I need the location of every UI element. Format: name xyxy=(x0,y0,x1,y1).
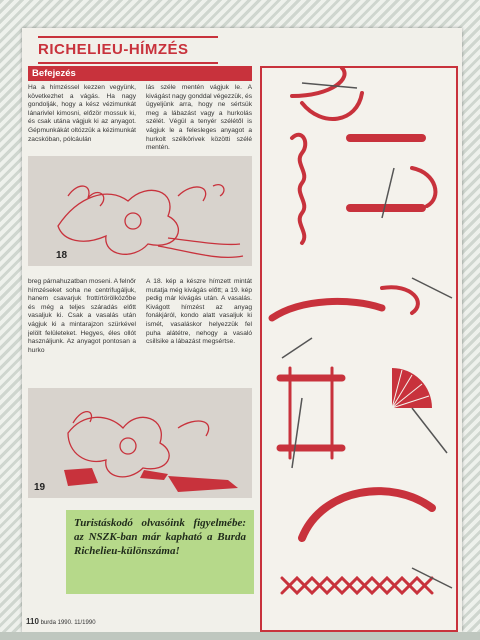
section-title: Befejezés xyxy=(32,68,76,79)
text-column-1-top: Ha a hímzéssel kezzen vegyünk, következhet a vágás. Ha nagy gondolják, hogy a kész vézimunkát lánarivlel kimosni, előzör mossuk ki, és csak utána vágjuk ki az anyagot. Gépmunkákát oltózzük a kézimunkát zacskóban, pólcáulán xyxy=(28,84,136,143)
figure-19-number: 19 xyxy=(34,482,46,493)
page-title: RICHELIEU-HÍMZÉS xyxy=(38,36,218,64)
stitch-steps-illustration xyxy=(262,68,458,632)
figure-18-number: 18 xyxy=(56,250,68,261)
magazine-page xyxy=(22,28,462,632)
text-column-2-bottom: A 18. kép a készre hímzett mintát mutatja még kivágás előtt; a 19. kép pedig már kivágás után. A vasalás. Kivágott hímzést az anyag fonákjáról, kondo alatt vasaljuk ki ismét, vasaláskor helyezzük fel puha alátétre, nehogy a vasaló csillsike a lábazást megsértse. xyxy=(146,278,252,346)
figure-18 xyxy=(28,156,252,266)
section-header xyxy=(28,66,252,81)
text-column-1-bottom: breg párnahuzatban moseni. A felnőr hímzéseket soha ne centrifugáljuk, hanem csavarjuk frottírtörölközőbe és még a teljes száradás előtt vasaljuk ki. Csak a vasalás után vágjuk ki a mintarajzon szürkével jelölt felületeket. Hegyes, éles ollót használjunk. Az anyagot pontosan a hurko xyxy=(28,278,136,354)
stitch-illustration-panel xyxy=(260,66,458,632)
page-footer xyxy=(26,617,96,626)
brand-name: burda xyxy=(40,620,56,626)
figure-19-embroidery xyxy=(28,388,252,498)
issue-label: 1990. 11/1990 xyxy=(57,620,96,626)
reader-notice-box: Turistáskodó olvasóink figyelmébe: az NSZK-ban már kapható a Burda Richelieu-különszáma! xyxy=(66,510,254,594)
text-column-2-top: lás széle mentén vágjuk le. A kivágást nagy gonddal végezzük, és ügyeljünk arra, hogy ne sértsük meg a lábazást vagy a hurkolás szélét. Végül a tenyér szélétől is vágjuk le a felesleges anyagot a hurkolt szélkörivek közötti szélé mentén. xyxy=(146,84,252,152)
page-number: 110 xyxy=(26,617,39,626)
bottom-strip xyxy=(0,632,480,640)
figure-19 xyxy=(28,388,252,498)
